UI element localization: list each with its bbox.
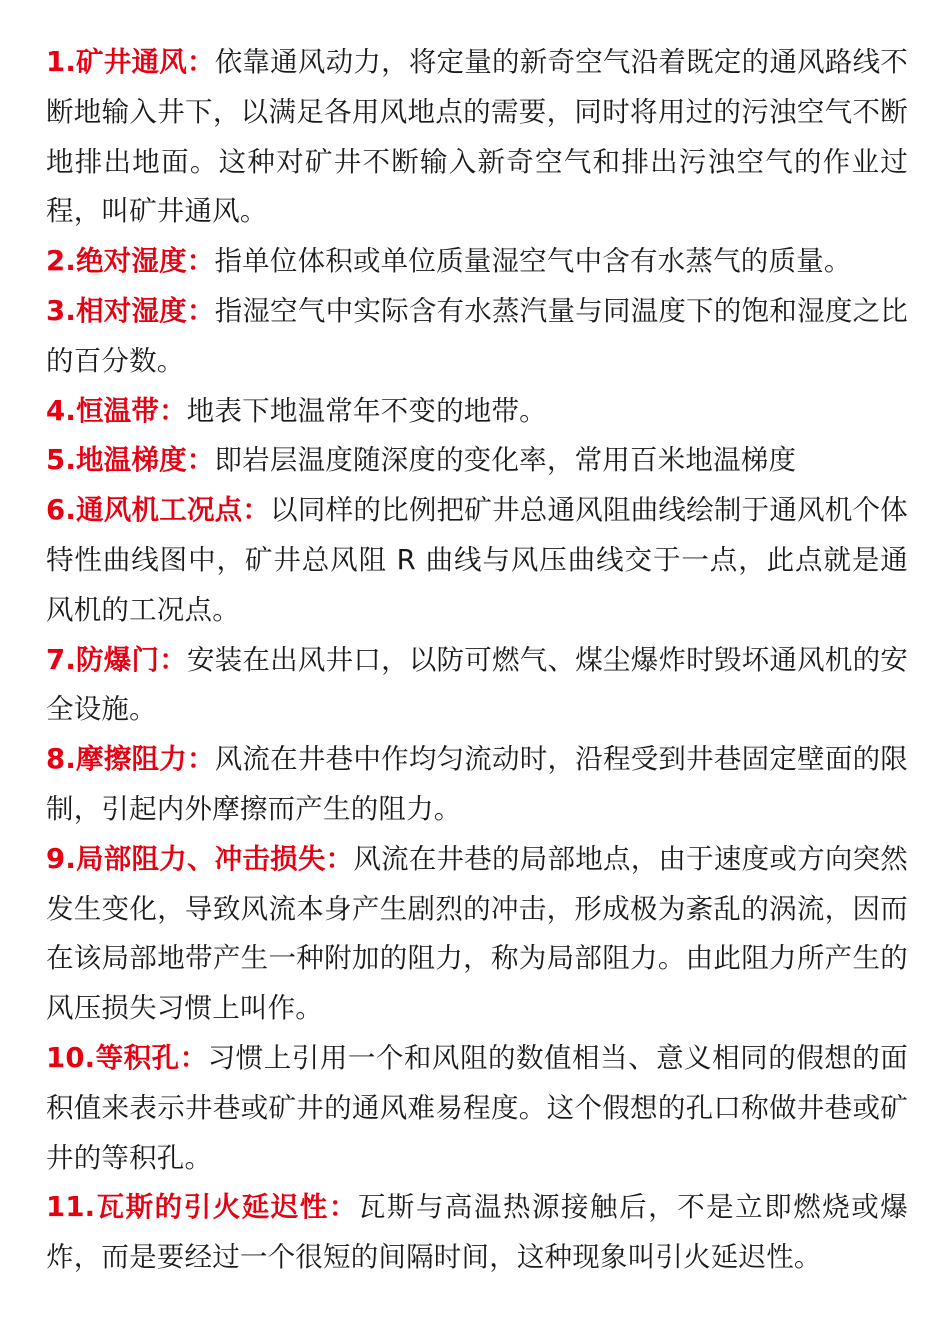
definition-entry-5	[46, 436, 908, 486]
definition-entry-11	[46, 1183, 908, 1283]
definition-entry-2	[46, 237, 908, 287]
term-definition: 指单位体积或单位质量湿空气中含有水蒸气的质量。	[214, 245, 852, 278]
term-label: 3.相对湿度：	[46, 294, 215, 327]
term-label: 11.瓦斯的引火延迟性：	[46, 1191, 358, 1224]
term-definition: 即岩层温度随深度的变化率，常用百米地温梯度	[214, 444, 797, 477]
definition-entry-10	[46, 1034, 908, 1183]
term-label: 2.绝对湿度：	[46, 245, 215, 278]
term-definition: 依靠通风动力，将定量的新奇空气沿着既定的通风路线不断地输入井下，以满足各用风地点的需要，同时将用过的污浊空气不断地排出地面。这种对矿井不断输入新奇空气和排出污浊空气的作业过程，叫矿井通风。	[46, 46, 908, 228]
term-label: 9.局部阻力、冲击损失：	[46, 842, 354, 875]
term-definition: 以同样的比例把矿井总通风阻曲线绘制于通风机个体特性曲线图中，矿井总风阻 R 曲线与风压曲线交于一点，此点就是通风机的工况点。	[46, 494, 908, 626]
definition-entry-8	[46, 735, 908, 835]
definition-entry-6	[46, 486, 908, 635]
definition-entry-1	[46, 38, 908, 237]
term-label: 10.等积孔：	[46, 1041, 208, 1074]
term-definition: 指湿空气中实际含有水蒸汽量与同温度下的饱和湿度之比的百分数。	[46, 294, 908, 377]
definition-entry-4	[46, 387, 908, 437]
term-label: 6.通风机工况点：	[46, 494, 271, 527]
term-label: 1.矿井通风：	[46, 46, 215, 78]
definition-entry-9	[46, 835, 908, 1034]
term-label: 5.地温梯度：	[46, 444, 215, 477]
term-label: 7.防爆门：	[46, 643, 187, 676]
term-definition: 地表下地温常年不变的地带。	[186, 394, 547, 427]
term-label: 4.恒温带：	[46, 394, 187, 427]
term-definition: 风流在井巷的局部地点，由于速度或方向突然发生变化，导致风流本身产生剧烈的冲击，形成极为紊乱的涡流，因而在该局部地带产生一种附加的阻力，称为局部阻力。由此阻力所产生的风压损失习惯上叫作。	[46, 842, 909, 1025]
term-definition: 安装在出风井口，以防可燃气、煤尘爆炸时毁坏通风机的安全设施。	[46, 643, 908, 726]
definition-entry-7	[46, 636, 908, 736]
term-definition: 风流在井巷中作均匀流动时，沿程受到井巷固定壁面的限制，引起内外摩擦而产生的阻力。	[46, 743, 908, 825]
term-definition: 瓦斯与高温热源接触后，不是立即燃烧或爆炸，而是要经过一个很短的间隔时间，这种现象叫引火延迟性。	[46, 1191, 908, 1274]
definition-entry-3	[46, 287, 908, 387]
term-label: 8.摩擦阻力：	[46, 743, 215, 776]
term-definition: 习惯上引用一个和风阻的数值相当、意义相同的假想的面积值来表示井巷或矿井的通风难易程度。这个假想的孔口称做井巷或矿井的等积孔。	[46, 1041, 908, 1174]
